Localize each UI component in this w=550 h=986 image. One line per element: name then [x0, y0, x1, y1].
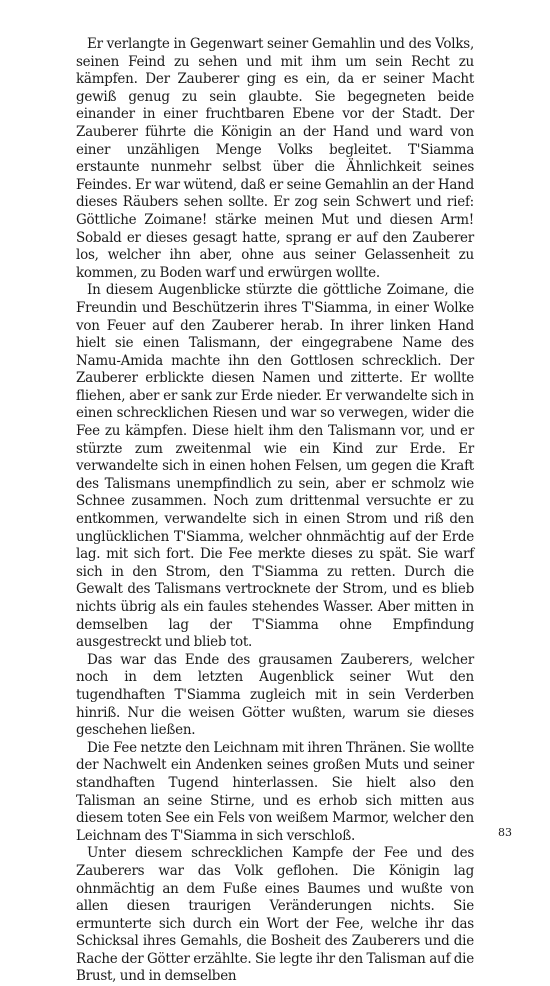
- paragraph-3: Das war das Ende des grausamen Zauberers, welcher noch in dem letzten Augenblick seiner Wut den tugendhaften T'Siamma zugleich mit in sein Verderben hinriß. Nur die weisen Götter wußten, warum sie dieses geschehen ließen.: [76, 651, 474, 739]
- body-text: [76, 36, 474, 986]
- paragraph-4: Die Fee netzte den Leichnam mit ihren Thränen. Sie wollte der Nachwelt ein Andenken seines großen Muts und seiner standhaften Tugend hinterlassen. Sie hielt also den Talisman an seine Stirne, und es erhob sich mitten aus diesem toten See ein Fels von weißem Marmor, welcher den Leichnam des T'Siamma in sich verschloß.: [76, 739, 474, 844]
- paragraph-5: Unter diesem schrecklichen Kampfe der Fee und des Zauberers war das Volk geflohen. Die Königin lag ohnmächtig an dem Fuße eines Baumes und wußte von allen diesen traurigen Veränderungen nichts. Sie ermunterte sich durch ein Wort der Fee, welche ihr das Schicksal ihres Gemahls, die Bosheit des Zauberers und die Rache der Götter erzählte. Sie legte ihr den Talisman auf die Brust, und in demselben: [76, 845, 474, 985]
- paragraph-2: In diesem Augenblicke stürzte die göttliche Zoimane, die Freundin und Beschützerin ihres T'Siamma, in einer Wolke von Feuer auf den Zauberer herab. In ihrer linken Hand hielt sie einen Talismann, der eingegrabene Name des Namu-Amida machte ihn den Gottlosen schrecklich. Der Zauberer erblickte diesen Namen und zitterte. Er wollte fliehen, aber er sank zur Erde nieder. Er verwandelte sich in einen schrecklichen Riesen und war so verwegen, wider die Fee zu kämpfen. Diese hielt ihm den Talismann vor, und er stürzte zum zweitenmal wie ein Kind zur Erde. Er verwandelte sich in einen hohen Felsen, um gegen die Kraft des Talismans unempfindlich zu sein, aber er schmolz wie Schnee zusammen. Noch zum drittenmal versuchte er zu entkommen, verwandelte sich in einen Strom und riß den unglücklichen T'Siamma, welcher ohnmächtig auf der Erde lag. mit sich fort. Die Fee merkte dieses zu spät. Sie warf sich in den Strom, den T'Siamma zu retten. Durch die Gewalt des Talismans vertrocknete der Strom, und es blieb nichts übrig als ein faules stehendes Wasser. Aber mitten in demselben lag der T'Siamma ohne Empfindung ausgestreckt und blieb tot.: [76, 282, 474, 651]
- paragraph-1: Er verlangte in Gegenwart seiner Gemahlin und des Volks, seinen Feind zu sehen und mit ihm um sein Recht zu kämpfen. Der Zauberer ging es ein, da er seiner Macht gewiß genug zu sein glaubte. Sie begegneten beide einander in einer fruchtbaren Ebene vor der Stadt. Der Zauberer führte die Königin an der Hand und ward von einer unzähligen Menge Volks begleitet. T'Siamma erstaunte nunmehr selbst über die Ähnlichkeit seines Feindes. Er war wütend, daß er seine Gemahlin an der Hand dieses Räubers sehen sollte. Er zog sein Schwert und rief: Göttliche Zoimane! stärke meinen Mut und diesen Arm! Sobald er dieses gesagt hatte, sprang er auf den Zauberer los, welcher ihn aber, ohne aus seiner Gelassenheit zu kommen, zu Boden warf und erwürgen wollte.: [76, 36, 474, 281]
- page-number: 83: [498, 826, 512, 839]
